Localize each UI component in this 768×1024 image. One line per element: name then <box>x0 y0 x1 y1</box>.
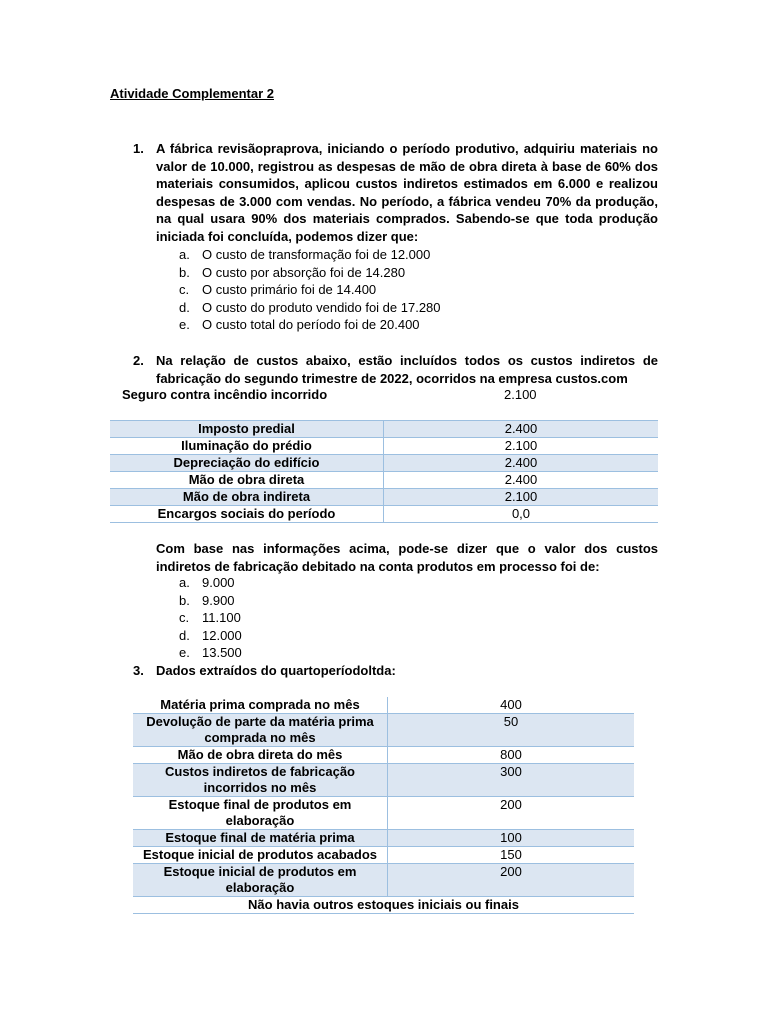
period-data-table <box>133 697 634 914</box>
question-2-options <box>179 574 379 662</box>
option-2d: d. 12.000 <box>179 627 242 643</box>
table-row: Custos indiretos de fabricação incorridos no mês 300 <box>133 764 634 797</box>
question-2-text: Na relação de custos abaixo, estão incluídos todos os custos indiretos de fabricação do segundo trimestre de 2022, ocorridos na empresa custos.com <box>156 353 658 386</box>
question-3 <box>133 662 658 680</box>
table-row: Devolução de parte da matéria prima comprada no mês 50 <box>133 714 634 747</box>
option-1a: a. O custo de transformação foi de 12.000 <box>179 247 431 262</box>
option-1b: b. O custo por absorção foi de 14.280 <box>179 264 406 280</box>
document-title: Atividade Complementar 2 <box>110 86 274 101</box>
table-row: Estoque final de matéria prima 100 <box>133 830 634 847</box>
option-2c: c. 11.100 <box>179 610 241 625</box>
table-row: Depreciação do edifício 2.400 <box>110 455 658 472</box>
table-row: Mão de obra direta 2.400 <box>110 472 658 489</box>
question-1 <box>133 140 658 246</box>
question-1-number: 1. <box>133 141 144 156</box>
table-row: Iluminação do prédio 2.100 <box>110 438 658 455</box>
option-2e: e. 13.500 <box>179 645 242 660</box>
question-1-options <box>179 246 599 334</box>
table-row: Estoque inicial de produtos acabados 150 <box>133 847 634 864</box>
table-footer-row: Não havia outros estoques iniciais ou finais <box>133 897 634 914</box>
table-2-first-value: 2.100 <box>504 387 537 402</box>
question-1-text: A fábrica revisãopraprova, iniciando o período produtivo, adquiriu materiais no valor de 10.000, registrou as despesas de mão de obra direta à base de 60% dos materiais consumidos, aplicou custos indiretos estimados em 6.000 e realizou despesas de 3.000 com vendas. No período, a fábrica vendeu 70% da produção, na qual usara 90% dos materiais comprados. Sabendo-se que toda produção iniciada foi concluída, podemos dizer que: <box>156 141 658 244</box>
table-row: Imposto predial 2.400 <box>110 421 658 438</box>
table-row: Mão de obra indireta 2.100 <box>110 489 658 506</box>
table-row: Mão de obra direta do mês 800 <box>133 747 634 764</box>
option-1e: e. O custo total do período foi de 20.400 <box>179 317 420 332</box>
option-2b: b. 9.900 <box>179 592 235 608</box>
table-row: Estoque inicial de produtos em elaboração 200 <box>133 864 634 897</box>
table-2-first-label: Seguro contra incêndio incorrido <box>122 387 328 402</box>
option-1c: c. O custo primário foi de 14.400 <box>179 282 377 297</box>
indirect-costs-table <box>110 420 658 523</box>
option-2a: a. 9.000 <box>179 575 235 590</box>
table-row: Estoque final de produtos em elaboração 200 <box>133 797 634 830</box>
question-2-followup: Com base nas informações acima, pode-se dizer que o valor dos custos indiretos de fabricação debitado na conta produtos em processo foi de: <box>156 541 658 574</box>
table-row: Matéria prima comprada no mês 400 <box>133 697 634 714</box>
question-2 <box>133 352 658 387</box>
question-2-number: 2. <box>133 353 144 368</box>
question-3-number: 3. <box>133 663 144 678</box>
option-1d: d. O custo do produto vendido foi de 17.280 <box>179 299 441 315</box>
question-3-text: Dados extraídos do quartoperíodoltda: <box>156 663 396 678</box>
table-row: Encargos sociais do período 0,0 <box>110 506 658 523</box>
